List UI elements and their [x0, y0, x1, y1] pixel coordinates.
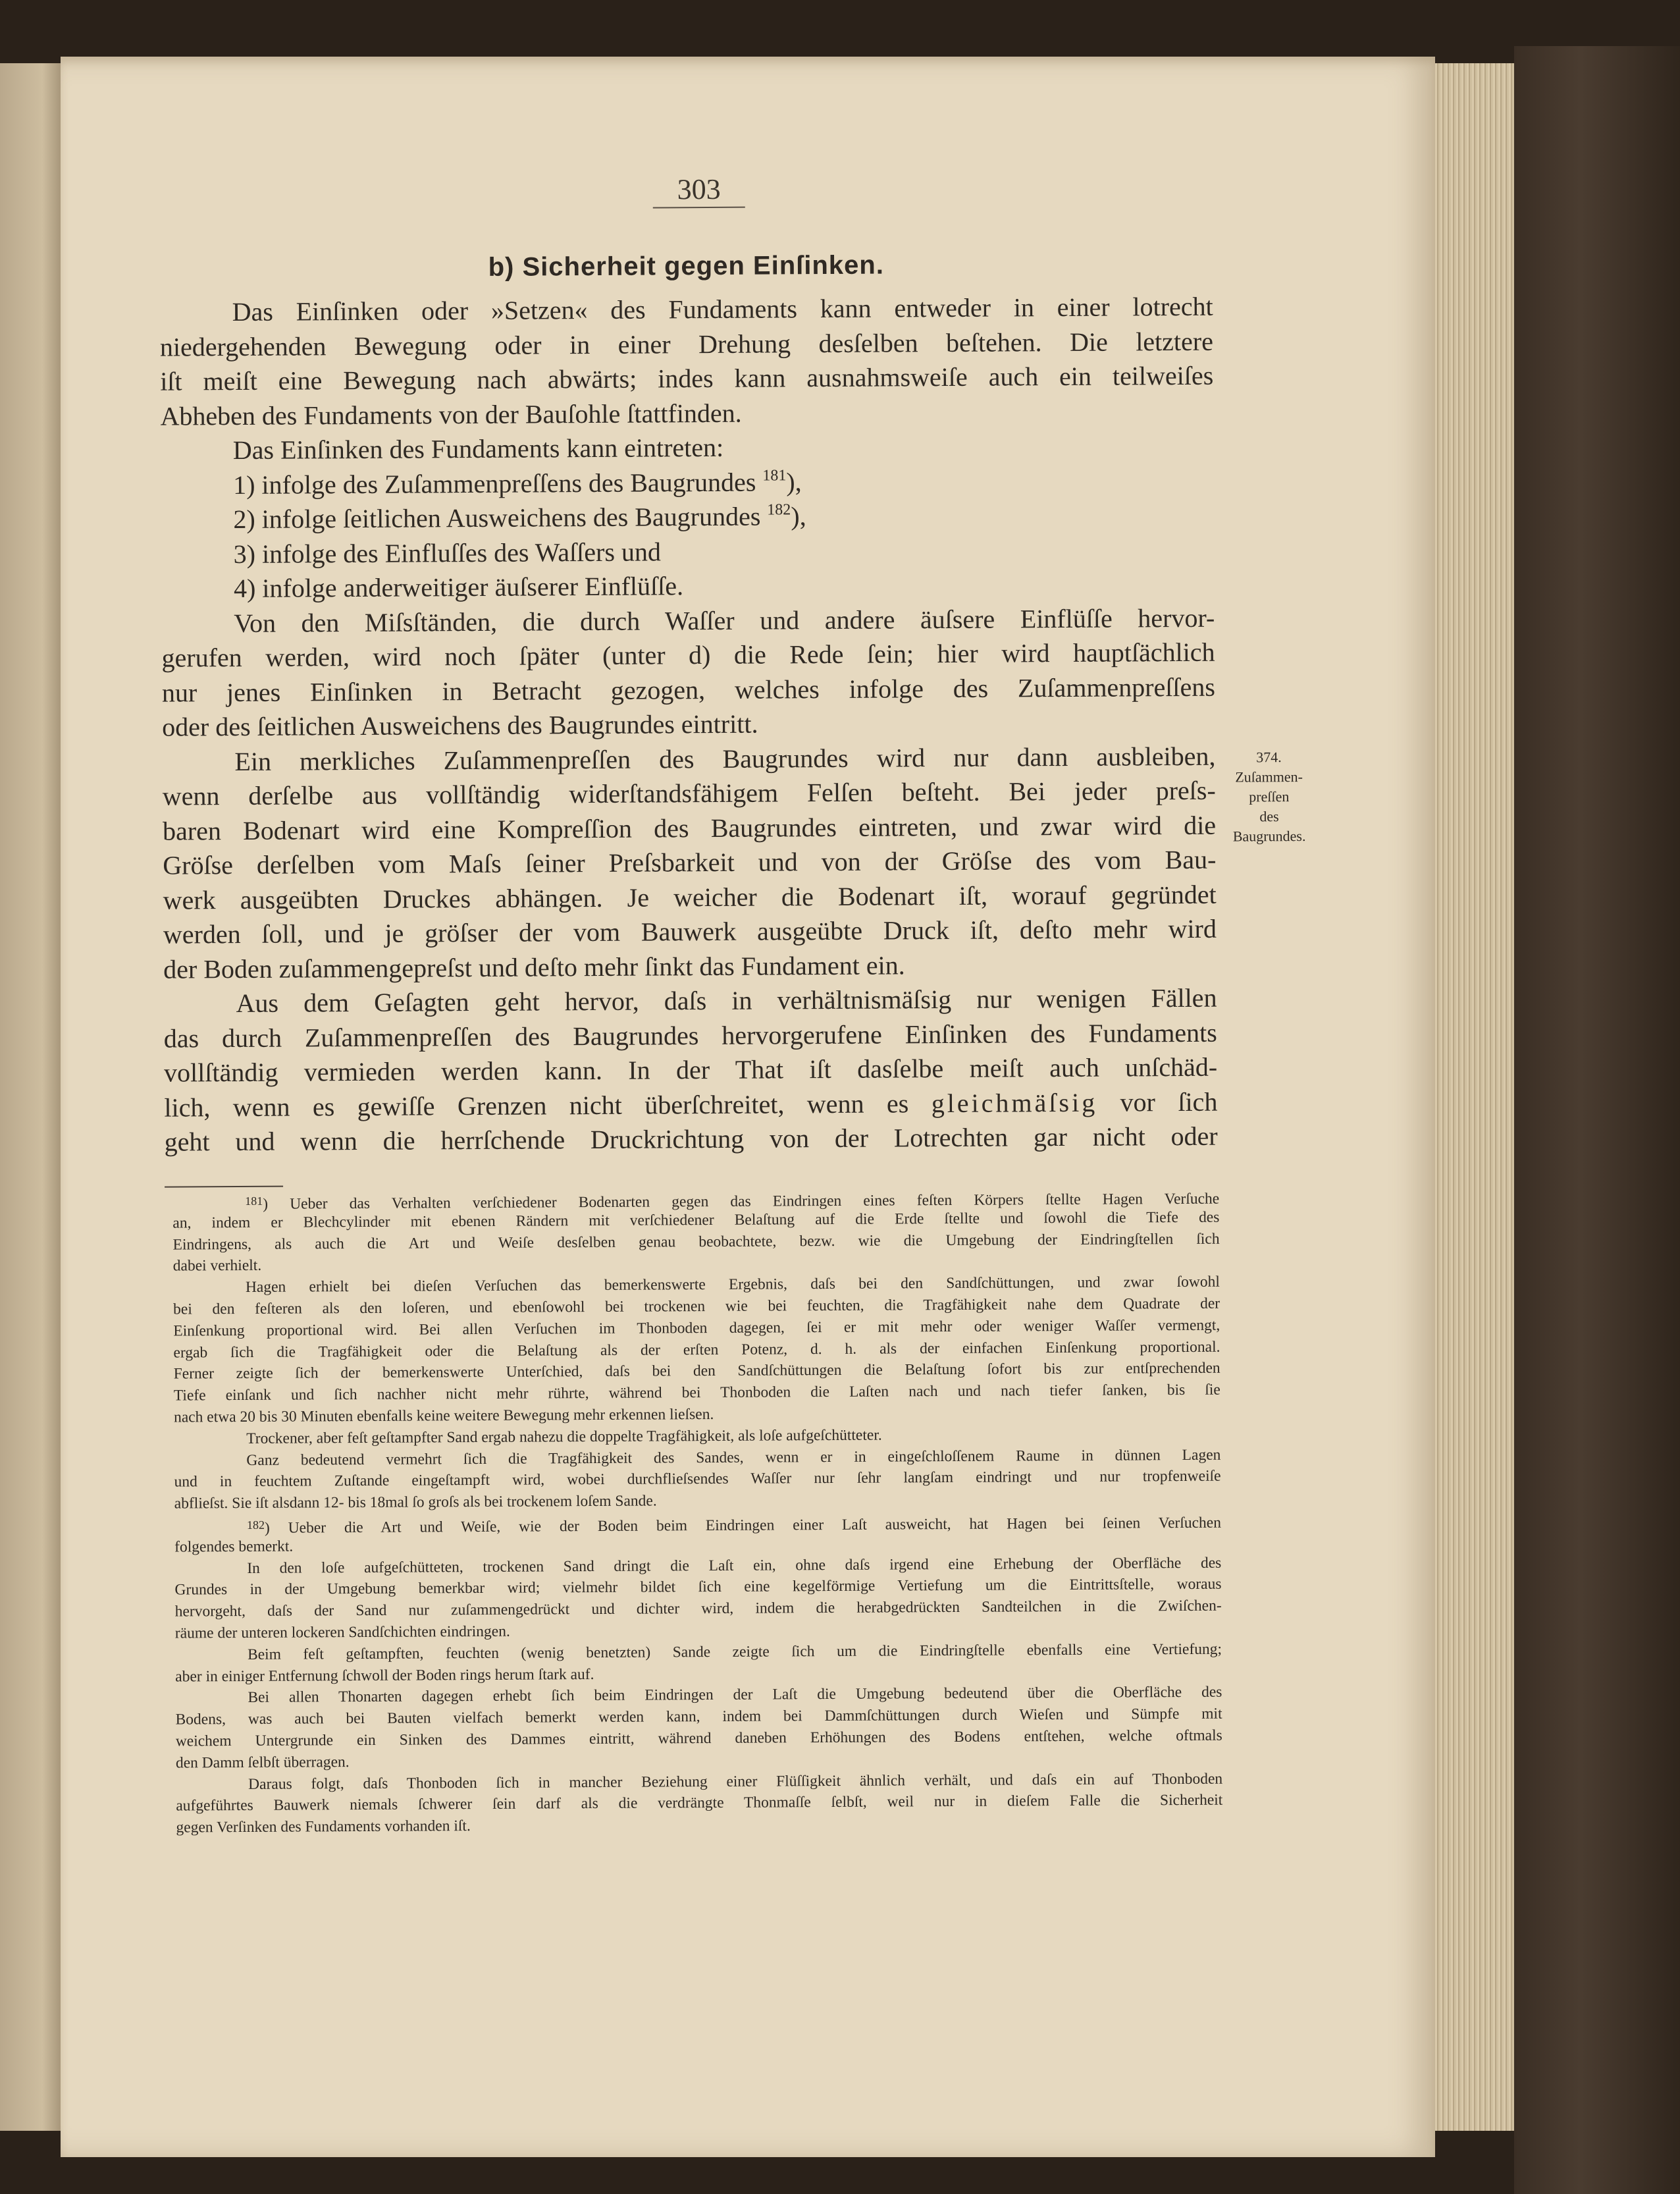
footnote-line: Hagen erhielt bei dieſen Verſuchen das bemerkenswerte Ergebnis, daſs bei den Sandſchüttungen, und zwar ſowohl [245, 1273, 1220, 1297]
footnote-line: hervorgeht, daſs der Sand nur zuſammengedrückt und dichter wird, indem die herabgedrückten Sandteilchen in die Zwiſchen- [174, 1597, 1222, 1620]
footnote-line: Einſenkung proportional wird. Bei allen Verſuchen im Thonboden dagegen, ſei er mit mehr oder weniger Waſſer vermengt, [173, 1316, 1221, 1340]
footnote-line: den Damm ſelbſt überragen. [175, 1753, 350, 1772]
list-item-text: 2) infolge ſeitlichen Ausweichens des Baugrundes [233, 501, 761, 535]
emphasized-word: gleichmäſsig [931, 1087, 1098, 1118]
body-line: nur jenes Einſinken in Betracht gezogen, welches infolge des Zuſammenpreſſens [161, 672, 1215, 708]
body-line: Das Einſinken des Fundaments kann eintreten: [232, 432, 724, 466]
footnote-line: aber in einiger Entfernung ſchwoll der Boden rings herum ſtark auf. [175, 1665, 594, 1686]
margin-note [1219, 747, 1319, 847]
body-line: der Boden zuſammengepreſst und deſto mehr ſinkt das Fundament ein. [163, 950, 905, 984]
footnote-line: an, indem er Blechcylinder mit ebenen Rändern mit verſchiedener Belaſtung auf die Erde ſtellte und ſowohl die Tiefe des [172, 1208, 1220, 1232]
footnote-number: 181 [245, 1194, 263, 1208]
list-item-text: 1) infolge des Zuſammenpreſſens des Baugrundes [232, 467, 756, 500]
footnote-line: ergab ſich die Tragfähigkeit oder die Belaſtung als der erſten Potenz, d. h. als der einfachen Einſenkung proportional. [173, 1338, 1221, 1362]
footnote-number: 182 [246, 1518, 265, 1532]
footnote-rule [165, 1186, 283, 1188]
footnote-line: dabei verhielt. [172, 1257, 262, 1275]
body-line-start: lich, wenn es gewiſſe Grenzen nicht überſchreitet, wenn es [164, 1088, 909, 1123]
footnote-line: abflieſst. Sie iſt alsdann 12- bis 18mal ſo groſs als bei trockenem loſem Sande. [174, 1492, 657, 1512]
body-line: Von den Miſsſtänden, die durch Waſſer und andere äuſsere Einflüſſe hervor- [234, 602, 1215, 638]
body-line: wenn derſelbe aus vollſtändig widerſtandsfähigem Felſen beſteht. Bei jeder preſs- [162, 775, 1216, 811]
list-item [161, 497, 1214, 537]
body-line: Gröſse derſelben vom Maſs ſeiner Preſsbarkeit und von der Gröſse des vom Bau- [163, 844, 1217, 880]
footnote-line: Tiefe einſank und ſich nachher nicht mehr rührte, während bei Thonboden die Laſten nach und nach tiefer ſanken, bis ſie [173, 1381, 1221, 1405]
list-item-punct: ), [786, 466, 802, 496]
footnote-line: Bodens, was auch bei Bauten vielfach bemerkt werden kann, indem bei Dammſchüttungen durch Wieſen und Sümpfe mit [175, 1705, 1222, 1728]
footnote-line: räume der unteren lockeren Sandſchichten eindringen. [174, 1622, 510, 1642]
body-line: werden ſoll, und je gröſser der vom Bauwerk ausgeübte Druck iſt, deſto mehr wird [163, 913, 1217, 950]
section-heading: b) Sicherheit gegen Einſinken. [488, 250, 885, 282]
body-line: baren Bodenart wird eine Kompreſſion des Baugrundes eintreten, und zwar wird die [162, 810, 1217, 846]
body-line: Aus dem Geſagten geht hervor, daſs in verhältnismäſsig nur wenigen Fällen [236, 982, 1217, 1019]
footnote-line: weichem Untergrunde ein Sinken des Dammes eintritt, während daneben Erhöhungen des Bodens entſtehen, welche oftmals [175, 1726, 1222, 1750]
footnote-line: gegen Verſinken des Fundaments vorhanden iſt. [176, 1817, 471, 1836]
margin-note-line: des [1259, 808, 1279, 825]
footnote-line: aufgeführtes Bauwerk niemals ſchwerer ſein darf als die verdrängte Thonmaſſe ſelbſt, weil nur in dieſem Falle die Sicherheit [176, 1791, 1223, 1815]
footnote-line: Ganz bedeutend vermehrt ſich die Tragfähigkeit des Sandes, wenn er in eingeſchloſſenem Raume in dünnen Lagen [246, 1446, 1221, 1469]
body-line: vollſtändig vermieden werden kann. In der That iſt dasſelbe meiſt auch unſchäd- [163, 1052, 1218, 1088]
footnote-ref: 181 [762, 466, 787, 485]
body-line: geht und wenn die herrſchende Druckrichtung von der Lotrechten gar nicht oder [164, 1121, 1218, 1157]
footnote-line: folgendes bemerkt. [174, 1538, 294, 1556]
list-item: 3) infolge des Einfluſſes des Waſſers und [233, 536, 662, 569]
body-line: das durch Zuſammenpreſſen des Baugrundes hervorgerufene Einſinken des Fundaments [163, 1017, 1217, 1054]
footnote-line: Trockener, aber feſt geſtampfter Sand ergab nahezu die doppelte Tragfähigkeit, als loſe aufgeſchütteter. [246, 1426, 882, 1447]
footnote-line: $^{182}$) Ueber die Art und Weiſe, wie der Boden beim Eindringen einer Laſt ausweicht, hat Hagen bei ſeinen Verſuchen [246, 1514, 1222, 1537]
page-number: 303 [677, 173, 721, 206]
body-line [164, 1084, 1217, 1125]
margin-note-number: 374. [1256, 749, 1282, 766]
margin-note-line: Baugrundes. [1232, 827, 1306, 845]
margin-note-line: Zuſammen- [1235, 768, 1303, 786]
page-number-rule [653, 207, 745, 209]
footnote-line: nach etwa 20 bis 30 Minuten ebenfalls keine weitere Bewegung mehr erkennen lieſsen. [173, 1405, 714, 1426]
footnote-line: Bei allen Thonarten dagegen erhebt ſich beim Eindringen der Laſt die Umgebung bedeutend über die Oberfläche des [248, 1684, 1222, 1707]
body-line: Ein merkliches Zuſammenpreſſen des Baugrundes wird nur dann ausbleiben, [234, 741, 1216, 776]
footnote-line: Grundes in der Umgebung bemerkbar wird; vielmehr bildet ſich eine kegelförmige Vertiefung um die Eintrittsſtelle, woraus [174, 1576, 1222, 1599]
body-line: iſt meiſt eine Bewegung nach abwärts; indes kann ausnahmsweiſe auch ein teilweiſes [160, 360, 1214, 396]
footnote-line: Daraus folgt, daſs Thonboden ſich in mancher Beziehung einer Flüſſigkeit ähnlich verhält, und daſs ein auf Thonboden [248, 1770, 1223, 1793]
body-line: niedergehenden Bewegung oder in einer Drehung desſelben beſtehen. Die letztere [159, 326, 1214, 362]
body-line-end: vor ſich [1097, 1086, 1218, 1117]
footnote-line: In den loſe aufgeſchütteten, trockenen Sand dringt die Laſt ein, ohne daſs irgend eine Erhebung der Oberfläche des [247, 1554, 1222, 1577]
footnote-ref: 182 [767, 501, 791, 519]
footnote-text: Ueber die Art und Weiſe, wie der Boden beim Eindringen einer Laſt ausweicht, hat Hagen bei ſeinen Verſuchen [288, 1514, 1222, 1537]
body-line: gerufen werden, wird noch ſpäter (unter d) die Rede ſein; hier wird hauptſächlich [161, 637, 1215, 673]
footnotes [172, 1185, 1222, 1839]
footnote-line: und in feuchtem Zuſtande eingeſtampft wird, wobei durchflieſsendes Waſſer nur ſehr langſam eindringt und nur tropfenweiſe [174, 1468, 1221, 1491]
list-item [161, 462, 1214, 502]
margin-note-line: preſſen [1249, 788, 1290, 805]
list-item-punct: ), [791, 501, 806, 531]
footnote-text: Ueber das Verhalten verſchiedener Bodenarten gegen das Eindringen eines feſten Körpers ſtellte Hagen Verſuche [290, 1190, 1220, 1213]
body-line: Abheben des Fundaments von der Bauſohle ſtattfinden. [160, 398, 742, 431]
footnote-line: $^{181}$) Ueber das Verhalten verſchiedener Bodenarten gegen das Eindringen eines feſten Körpers ſtellte Hagen Verſuche [245, 1190, 1220, 1213]
footnote-line: Eindringens, als auch die Art und Weiſe desſelben genau beobachtete, bezw. wie die Umgebung der Eindringſtellen ſich [172, 1230, 1220, 1254]
footnote-line: bei den feſteren als den loſeren, und ebenſowohl bei trockenen wie bei feuchten, die Tragfähigkeit nahe dem Quadrate der [173, 1295, 1221, 1318]
body-line: Das Einſinken oder »Setzen« des Fundaments kann entweder in einer lotrecht [232, 291, 1213, 327]
body-line: oder des ſeitlichen Ausweichens des Baugrundes eintritt. [162, 709, 758, 742]
list-item: 4) infolge anderweitiger äuſserer Einflüſſe. [233, 571, 684, 604]
footnote-line: Beim feſt geſtampften, feuchten (wenig benetzten) Sande zeigte ſich um die Eindringſtelle ebenfalls eine Vertiefung; [247, 1640, 1222, 1663]
body-line: werk ausgeübten Druckes abhängen. Je weicher die Bodenart iſt, worauf gegründet [163, 879, 1217, 915]
footnote-line: Ferner zeigte ſich der bemerkenswerte Unterſchied, daſs bei den Sandſchüttungen die Belaſtung ſofort bis zur entſprechenden [173, 1360, 1221, 1383]
body-text [160, 290, 1218, 1160]
